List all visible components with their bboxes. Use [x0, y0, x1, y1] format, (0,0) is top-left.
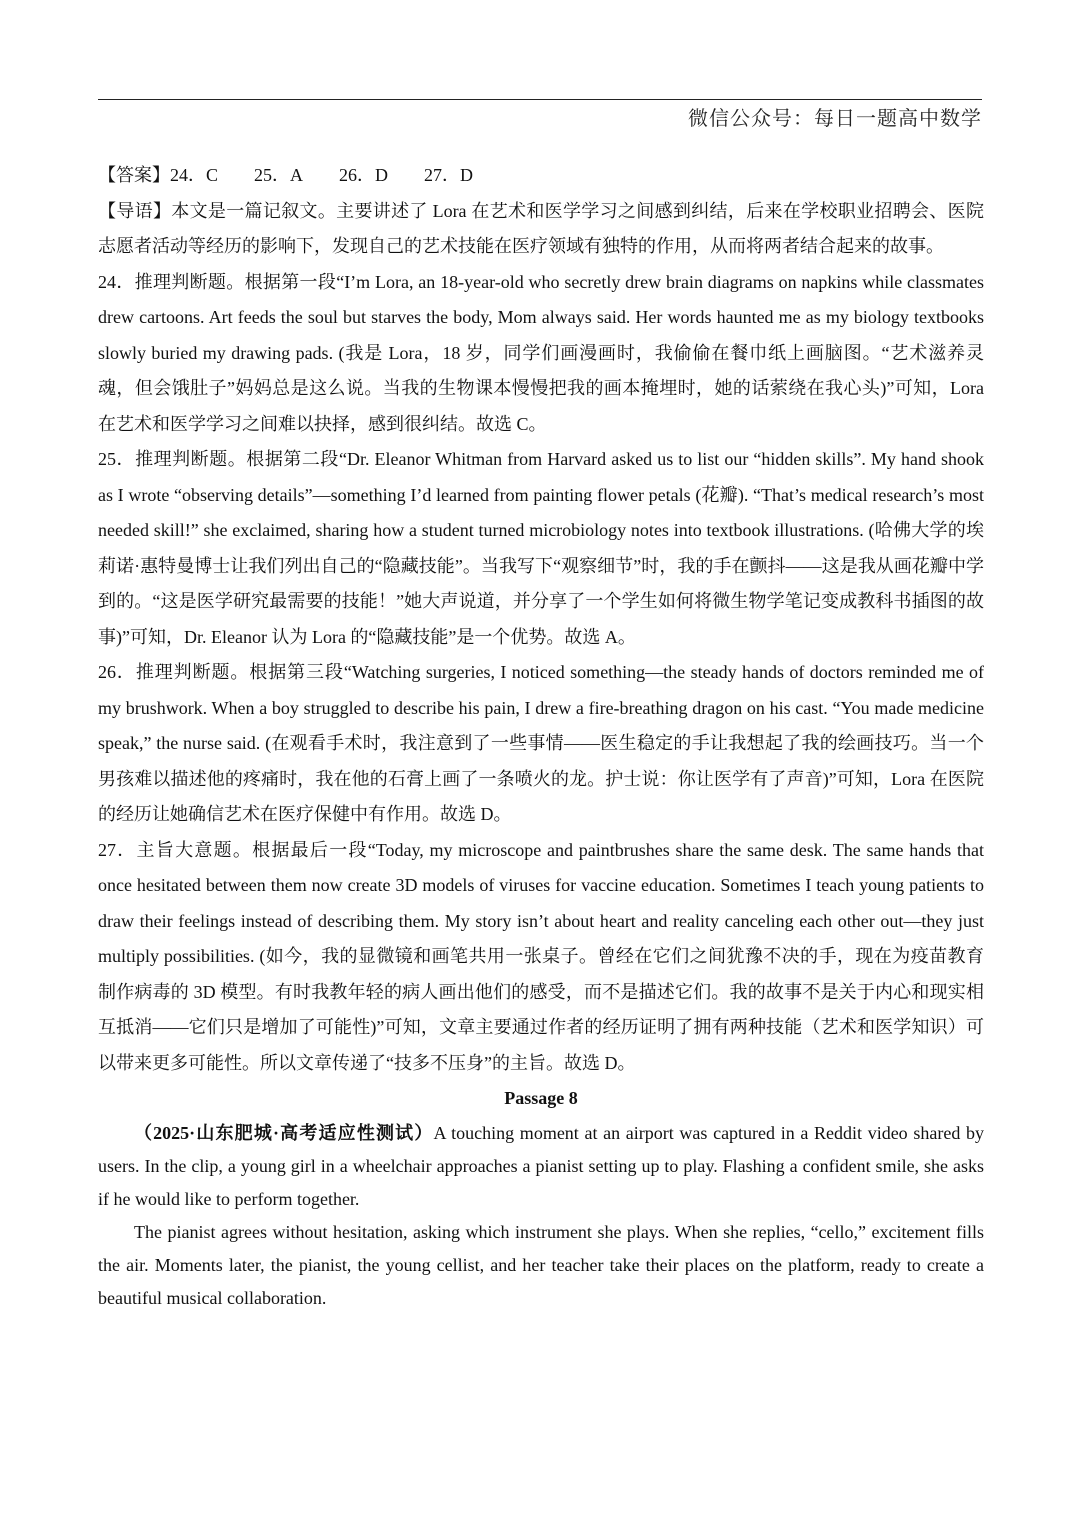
answer-label: 【答案】 [98, 165, 170, 185]
document-body [98, 158, 984, 1315]
passage-title: Passage 8 [504, 1088, 578, 1108]
guide-label: 【导语】 [98, 200, 172, 221]
passage-body [98, 1117, 984, 1315]
header-divider [98, 99, 982, 100]
passage-paragraph: The pianist agrees without hesitation, asking which instrument she plays. When she replies, “cello,” excitement fills the air. Moments later, the pianist, the young cellist, and her teacher take their places on the platform, ready to create a beautiful musical collaboration. [98, 1221, 984, 1308]
answer-item: 26．D [339, 165, 389, 185]
explanation-27: 27．主旨大意题。根据最后一段“Today, my microscope and paintbrushes share the same desk. The same hands that once hesitated between them now create 3D models of viruses for vaccine education. Sometimes I teach young patients to draw their feelings instead of describing them. My story isn’t about heart and reality canceling each other out—they just multiply possibilities. (如今，我的显微镜和画笔共用一张桌子。曾经在它们之间犹豫不决的手，现在为疫苗教育制作病毒的 3D 模型。有时我教年轻的病人画出他们的感受，而不是描述它们。我的故事不是关于内心和现实相互抵消——它们只是增加了可能性)”可知，文章主要通过作者的经历证明了拥有两种技能（艺术和医学知识）可以带来更多可能性。所以文章传递了“技多不压身”的主旨。故选 D。 [98, 839, 984, 1073]
answer-item: 27．D [424, 165, 474, 185]
passage-source: （2025·山东肥城·高考适应性测试） [134, 1122, 434, 1143]
answer-item: 25．A [254, 165, 304, 185]
answer-key [98, 158, 984, 194]
passage-paragraph-text: A touching moment at an airport was captured in a Reddit video shared by users. In the clip, a young girl in a wheelchair approaches a pianist setting up to play. Flashing a confident smile, she asks if he would like to perform together. [98, 1122, 984, 1209]
explanation-25: 25．推理判断题。根据第二段“Dr. Eleanor Whitman from Harvard asked us to list our “hidden skills”. My hand shook as I wrote “observing details”—something I’d learned from painting flower petals (花瓣). “That’s medical research’s most needed skill!” she exclaimed, sharing how a student turned microbiology notes into textbook illustrations. (哈佛大学的埃莉诺·惠特曼博士让我们列出自己的“隐藏技能”。当我写下“观察细节”时，我的手在颤抖——这是我从画花瓣中学到的。“这是医学研究最需要的技能！”她大声说道，并分享了一个学生如何将微生物学笔记变成教科书插图的故事)”可知，Dr. Eleanor 认为 Lora 的“隐藏技能”是一个优势。故选 A。 [98, 449, 984, 647]
guide-paragraph [98, 194, 984, 265]
header-source: 微信公众号：每日一题高中数学 [688, 106, 982, 130]
explanation-24: 24．推理判断题。根据第一段“I’m Lora, an 18-year-old who secretly drew brain diagrams on napkins while classmates drew cartoons. Art feeds the soul but starves the body, Mom always said. Her words haunted me as my biology textbooks slowly buried my drawing pads. (我是 Lora，18 岁，同学们画漫画时，我偷偷在餐巾纸上画脑图。“艺术滋养灵魂，但会饿肚子”妈妈总是这么说。当我的生物课本慢慢把我的画本掩埋时，她的话萦绕在我心头)”可知，Lora 在艺术和医学学习之间难以抉择，感到很纠结。故选 C。 [98, 271, 984, 434]
guide-text: 本文是一篇记叙文。主要讲述了 Lora 在艺术和医学学习之间感到纠结，后来在学校职业招聘会、医院志愿者活动等经历的影响下，发现自己的艺术技能在医疗领域有独特的作用，从而将两者结合起来的故事。 [98, 200, 984, 256]
answer-item: 24．C [170, 165, 219, 185]
explanation-26: 26．推理判断题。根据第三段“Watching surgeries, I noticed something—the steady hands of doctors reminded me of my brushwork. When a boy struggled to describe his pain, I drew a fire-breathing dragon on his cast. “You made medicine speak,” the nurse said. (在观看手术时，我注意到了一些事情——医生稳定的手让我想起了我的绘画技巧。当一个男孩难以描述他的疼痛时，我在他的石膏上画了一条喷火的龙。护士说：你让医学有了声音)”可知，Lora 在医院的经历让她确信艺术在医疗保健中有作用。故选 D。 [98, 662, 984, 824]
passage-paragraph [98, 1117, 984, 1216]
